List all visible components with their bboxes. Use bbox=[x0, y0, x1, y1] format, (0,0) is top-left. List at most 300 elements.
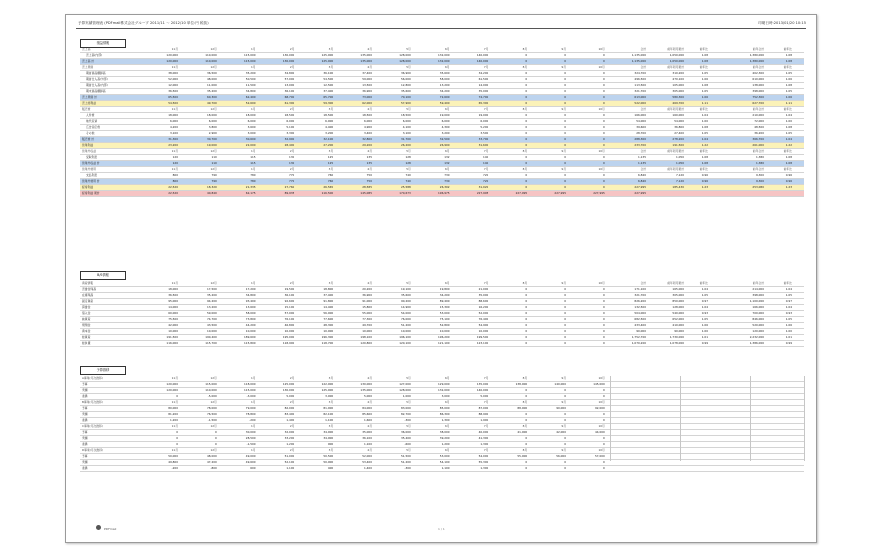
cell-month: 4,200 bbox=[169, 125, 178, 129]
cell-month: 28,500 bbox=[245, 436, 256, 440]
cell-month: 132 bbox=[444, 155, 450, 159]
cell-summary: 1,730,000 bbox=[669, 335, 684, 339]
month-header: 3月 bbox=[328, 376, 334, 380]
cell-month: 40,000 bbox=[478, 430, 489, 434]
cell-summary: 36,200 bbox=[754, 131, 764, 135]
cell-month: 85,600 bbox=[362, 412, 372, 416]
cell-month: 13,200 bbox=[207, 305, 217, 309]
cell-month: 15,300 bbox=[439, 305, 450, 309]
cell-month: 6,000 bbox=[363, 119, 372, 123]
cell-month: 730 bbox=[444, 179, 450, 183]
cell-month: 11,000 bbox=[207, 83, 217, 87]
cell-summary: 227,995 bbox=[634, 185, 646, 189]
cell-month: 130,000 bbox=[282, 388, 295, 392]
cell-month: 0 bbox=[564, 305, 566, 309]
cell-month: 130,000 bbox=[282, 53, 295, 57]
cell-summary: 6,840 bbox=[637, 179, 646, 183]
row-label: 売上総利益 bbox=[82, 101, 96, 105]
cell-month: 227,995 bbox=[515, 191, 528, 195]
cell-month: 0 bbox=[525, 466, 528, 470]
cell-month: 57,000 bbox=[284, 77, 295, 81]
cell-summary: 1,050 bbox=[675, 161, 684, 165]
cell-month: 49,700 bbox=[207, 101, 217, 105]
cell-summary: 1,135,000 bbox=[631, 53, 646, 57]
cell-month: 135,000 bbox=[360, 59, 372, 63]
cell-month: 0 bbox=[564, 287, 566, 291]
cell-month: 58,000 bbox=[439, 77, 450, 81]
cell-month: 120,000 bbox=[166, 53, 178, 57]
cell-month: 0 bbox=[564, 95, 566, 99]
cell-month: 22,000 bbox=[245, 143, 256, 147]
cell-month: 10,000 bbox=[207, 329, 217, 333]
cell-month: 135 bbox=[366, 155, 372, 159]
cell-month: 36,900 bbox=[362, 89, 372, 93]
cell-summary: 1.08 bbox=[701, 83, 708, 87]
summary-header: 前年比 bbox=[699, 149, 708, 153]
cell-summary: 39,600 bbox=[636, 125, 646, 129]
grid-line bbox=[680, 376, 681, 461]
cell-month: 89,935 bbox=[284, 191, 295, 195]
cell-month: 3,100 bbox=[169, 131, 178, 135]
cell-month: 2,900 bbox=[208, 131, 217, 135]
cell-month: 35,600 bbox=[439, 71, 450, 75]
month-header: 1月 bbox=[251, 47, 256, 51]
cell-summary: 1.04 bbox=[701, 305, 708, 309]
cell-month: 0 bbox=[525, 125, 528, 129]
cell-month: 34,800 bbox=[284, 71, 295, 75]
cell-month: 0 bbox=[603, 137, 605, 141]
cell-month: 0 bbox=[603, 323, 605, 327]
cell-summary: 2,232,000 bbox=[749, 335, 764, 339]
cell-month: 0 bbox=[603, 305, 605, 309]
cell-month: 76,100 bbox=[284, 317, 295, 321]
cell-month: 720 bbox=[483, 173, 489, 177]
cell-month: 0 bbox=[603, 394, 605, 398]
cell-summary: 1.11 bbox=[701, 101, 708, 105]
cell-month: 128 bbox=[405, 155, 411, 159]
cell-month: 127,000 bbox=[399, 382, 411, 386]
cell-summary: 402,300 bbox=[752, 71, 764, 75]
cell-month: 13,200 bbox=[439, 83, 450, 87]
cell-month: 0 bbox=[564, 59, 566, 63]
block-title: 営業外収益 bbox=[82, 149, 96, 153]
cell-summary: 1,752,700 bbox=[631, 335, 646, 339]
summary-header: 前年同月累計 bbox=[667, 149, 684, 153]
cell-summary: 9,300 bbox=[755, 173, 764, 177]
cell-month: 28,585 bbox=[362, 185, 372, 189]
cell-month: 32,800 bbox=[362, 137, 372, 141]
cell-summary: 185,430 bbox=[672, 185, 684, 189]
month-header: 12月 bbox=[210, 281, 217, 285]
cell-month: 84,000 bbox=[362, 406, 372, 410]
cell-summary: 191,500 bbox=[672, 143, 684, 147]
cell-summary: 366,700 bbox=[752, 137, 764, 141]
cell-month: 140,000 bbox=[476, 388, 489, 392]
cell-month: 61,300 bbox=[284, 101, 295, 105]
cell-summary: 54,000 bbox=[636, 119, 646, 123]
month-header: 9月 bbox=[561, 281, 566, 285]
cell-month: 36,100 bbox=[362, 436, 372, 440]
cell-month: 4,300 bbox=[441, 125, 450, 129]
month-header: 4月 bbox=[367, 376, 372, 380]
month-header: 6月 bbox=[445, 47, 450, 51]
cell-month: 25,588 bbox=[401, 185, 411, 189]
cell-month: 36,500 bbox=[168, 89, 178, 93]
cell-month: 0 bbox=[525, 53, 528, 57]
cell-month: 33,200 bbox=[284, 436, 295, 440]
cell-summary: 850,000 bbox=[672, 299, 684, 303]
cell-month: 128,000 bbox=[399, 59, 411, 63]
cell-month: 1,000 bbox=[402, 394, 411, 398]
month-header: 8月 bbox=[522, 167, 528, 171]
cell-month: 6,000 bbox=[480, 119, 489, 123]
cell-month: 12,500 bbox=[323, 83, 334, 87]
month-header: 7月 bbox=[483, 424, 489, 428]
cell-month: 42,000 bbox=[168, 323, 178, 327]
summary-header: 前年比 bbox=[783, 65, 792, 69]
cell-month: 0 bbox=[215, 442, 217, 446]
cell-month: 35,600 bbox=[401, 293, 411, 297]
cell-month: -1,500 bbox=[207, 418, 217, 422]
cell-month: 0 bbox=[564, 119, 566, 123]
cell-month: 132,000 bbox=[438, 59, 450, 63]
summary-header: 合計 bbox=[640, 107, 646, 111]
row-label: 経常利益 累計 bbox=[82, 191, 100, 195]
cell-month: 3,400 bbox=[363, 131, 372, 135]
cell-month: 0 bbox=[564, 466, 566, 470]
cell-month: 3,100 bbox=[402, 131, 411, 135]
row-label: 売上高 計 bbox=[82, 59, 95, 63]
month-header: 9月 bbox=[561, 376, 566, 380]
cell-month: 52,000 bbox=[168, 77, 178, 81]
cell-summary: 1.23 bbox=[701, 185, 708, 189]
cell-month: 0 bbox=[564, 53, 566, 57]
cell-month: 0 bbox=[603, 335, 605, 339]
cell-summary: 321,700 bbox=[634, 89, 646, 93]
cell-summary: 1.05 bbox=[785, 89, 792, 93]
row-label: 地代家賃 bbox=[86, 119, 98, 123]
month-header: 10月 bbox=[598, 65, 605, 69]
cell-summary: 305,000 bbox=[672, 293, 684, 297]
month-header: 12月 bbox=[210, 149, 217, 153]
cell-month: 135,000 bbox=[360, 53, 372, 57]
cell-summary: 72,000 bbox=[754, 119, 764, 123]
cell-month: 780 bbox=[250, 173, 256, 177]
cell-month: 118,900 bbox=[282, 341, 295, 345]
cell-month: 49,000 bbox=[245, 454, 256, 458]
cell-summary: 160,000 bbox=[672, 113, 684, 117]
summary-header: 前年同月累計 bbox=[667, 107, 684, 111]
cell-month: 28,400 bbox=[284, 143, 295, 147]
cell-month: 52,800 bbox=[439, 323, 450, 327]
month-header: 7月 bbox=[483, 149, 489, 153]
cell-month: 145,085 bbox=[360, 191, 372, 195]
cell-month: 120,100 bbox=[399, 341, 411, 345]
cell-month: 125,000 bbox=[321, 388, 334, 392]
cell-month: 0 bbox=[525, 412, 528, 416]
cell-month: 0 bbox=[525, 335, 528, 339]
cell-summary: 1,380 bbox=[755, 161, 764, 165]
cell-month: 0 bbox=[525, 161, 528, 165]
month-header: 8月 bbox=[522, 400, 528, 404]
summary-header: 前年比 bbox=[699, 47, 708, 51]
cell-month: 116,500 bbox=[321, 191, 334, 195]
cell-month: 65,500 bbox=[168, 95, 178, 99]
month-header: 11月 bbox=[171, 149, 178, 153]
cell-month: 32,900 bbox=[284, 137, 295, 141]
cell-summary: 752,300 bbox=[752, 95, 764, 99]
cell-month: 0 bbox=[564, 341, 566, 345]
cell-month: 115 bbox=[250, 161, 256, 165]
month-header: 4月 bbox=[367, 167, 372, 171]
cell-month: 13,600 bbox=[245, 305, 256, 309]
cell-summary: 520,000 bbox=[752, 323, 764, 327]
cell-summary: 1.08 bbox=[785, 125, 792, 129]
cell-month: 0 bbox=[564, 299, 566, 303]
block-title: 営業外費用 bbox=[82, 167, 96, 171]
cell-month: 34,800 bbox=[245, 89, 256, 93]
cell-month: 4,100 bbox=[402, 125, 411, 129]
cell-month: 740 bbox=[405, 179, 411, 183]
month-header: 5月 bbox=[406, 448, 411, 452]
summary-header: 前年比 bbox=[699, 167, 708, 171]
cell-month: 78,800 bbox=[245, 412, 256, 416]
cell-summary: 1.06 bbox=[785, 323, 792, 327]
cell-month: 73,000 bbox=[362, 95, 372, 99]
cell-month: 3,000 bbox=[441, 394, 450, 398]
cell-month: 22,520 bbox=[168, 191, 178, 195]
month-header: 12月 bbox=[210, 448, 217, 452]
cell-month: 0 bbox=[603, 77, 605, 81]
row-label: その他 bbox=[86, 131, 95, 135]
month-header: 6月 bbox=[445, 149, 450, 153]
cell-month: 54,500 bbox=[323, 77, 334, 81]
summary-header: 前年比 bbox=[699, 281, 708, 285]
row-label: 期末商品棚卸高 bbox=[86, 89, 106, 93]
summary-header: 前年比 bbox=[699, 65, 708, 69]
cell-month: 59,000 bbox=[362, 77, 372, 81]
cell-summary: 54,000 bbox=[674, 119, 684, 123]
month-header: 2月 bbox=[289, 400, 295, 404]
cell-month: 0 bbox=[564, 155, 566, 159]
cell-summary: 261,000 bbox=[752, 143, 764, 147]
month-header: 6月 bbox=[445, 167, 450, 171]
cell-month: 750 bbox=[366, 173, 372, 177]
cell-month: 21,000 bbox=[478, 287, 489, 291]
cell-month: 27,760 bbox=[284, 185, 295, 189]
month-header: 2月 bbox=[289, 281, 295, 285]
page-number: 1 / 1 bbox=[438, 527, 445, 531]
cell-summary: 1.22 bbox=[785, 143, 792, 147]
cell-month: 1,300 bbox=[480, 466, 489, 470]
section-bs: B/S情報 bbox=[80, 271, 126, 280]
row-label: 売上高(内部) bbox=[86, 53, 103, 57]
cell-month: 760 bbox=[327, 173, 334, 177]
cell-month: 140,000 bbox=[476, 59, 489, 63]
cell-month: 0 bbox=[603, 95, 605, 99]
cell-month: 50,900 bbox=[323, 460, 334, 464]
cell-month: 15,800 bbox=[362, 305, 372, 309]
cell-month: 0 bbox=[525, 418, 528, 422]
cell-month: 19,500 bbox=[284, 287, 295, 291]
cell-month: 0 bbox=[525, 311, 528, 315]
cell-month: 55,300 bbox=[478, 460, 489, 464]
cell-month: 0 bbox=[603, 83, 605, 87]
print-date: 印刷日時:2013/01/20 10:15 bbox=[758, 21, 806, 25]
row-label: 実績 bbox=[82, 412, 88, 416]
cell-summary: 0.96 bbox=[701, 173, 708, 177]
month-header: 3月 bbox=[328, 65, 334, 69]
month-header: 5月 bbox=[406, 47, 411, 51]
summary-header: 合計 bbox=[640, 65, 646, 69]
cell-month: 120,000 bbox=[166, 388, 178, 392]
cell-month: 0 bbox=[176, 394, 178, 398]
cell-month: 19,100 bbox=[401, 287, 411, 291]
cell-summary: 1.08 bbox=[701, 59, 708, 63]
cell-month: 110 bbox=[211, 161, 217, 165]
cell-month: 37,400 bbox=[323, 89, 334, 93]
cell-summary: 28,700 bbox=[636, 131, 646, 135]
cell-month: 60,000 bbox=[168, 311, 178, 315]
row-label: 営業外費用 計 bbox=[82, 179, 100, 183]
cell-month: 52,600 bbox=[245, 101, 256, 105]
cell-summary: 6,840 bbox=[637, 173, 646, 177]
cell-month: 30,600 bbox=[245, 137, 256, 141]
cell-month: 0 bbox=[525, 143, 528, 147]
cell-month: 55,000 bbox=[362, 311, 372, 315]
cell-month: 132,000 bbox=[438, 53, 450, 57]
cell-month: 115,800 bbox=[244, 341, 256, 345]
cell-month: 0 bbox=[564, 329, 566, 333]
cell-month: 0 bbox=[525, 83, 528, 87]
cell-month: 0 bbox=[564, 71, 566, 75]
month-header: 8月 bbox=[522, 448, 528, 452]
cell-month: 52,100 bbox=[284, 460, 295, 464]
cell-month: 0 bbox=[603, 185, 605, 189]
cell-month: 47,200 bbox=[207, 460, 217, 464]
cell-month: 0 bbox=[525, 388, 528, 392]
cell-summary: 1.23 bbox=[785, 185, 792, 189]
cell-summary: 1.01 bbox=[701, 335, 708, 339]
summary-header: 前年同月累計 bbox=[667, 47, 684, 51]
cell-month: -3,000 bbox=[246, 394, 256, 398]
cell-month: 0 bbox=[603, 173, 605, 177]
cell-summary: 233,700 bbox=[634, 143, 646, 147]
cell-summary: 105,000 bbox=[672, 83, 684, 87]
cell-month: 6,000 bbox=[247, 119, 256, 123]
cell-summary: 682,500 bbox=[634, 317, 646, 321]
cell-month: 0 bbox=[564, 317, 566, 321]
cell-summary: 1.06 bbox=[785, 77, 792, 81]
cell-month: 0 bbox=[603, 341, 605, 345]
cell-month: 0 bbox=[525, 173, 528, 177]
month-header: 2月 bbox=[289, 167, 295, 171]
cell-month: 135 bbox=[366, 161, 372, 165]
month-header: 6月 bbox=[445, 65, 450, 69]
cell-summary: 1.05 bbox=[701, 293, 708, 297]
cell-month: 196,100 bbox=[399, 335, 411, 339]
cell-summary: 1,380 bbox=[755, 155, 764, 159]
cell-month: 227,995 bbox=[593, 191, 605, 195]
cell-month: 41,000 bbox=[517, 430, 528, 434]
month-header: 5月 bbox=[406, 376, 411, 380]
cell-summary: 227,995 bbox=[634, 191, 646, 195]
cell-month: 18,500 bbox=[362, 113, 372, 117]
cell-summary: 1.08 bbox=[785, 155, 792, 159]
month-header: 9月 bbox=[561, 167, 566, 171]
month-header: 1月 bbox=[251, 107, 256, 111]
cell-month: 0 bbox=[564, 323, 566, 327]
cell-month: 51,000 bbox=[284, 454, 295, 458]
cell-month: 60,300 bbox=[207, 95, 217, 99]
cell-month: 730 bbox=[444, 173, 450, 177]
cell-summary: 846,000 bbox=[752, 317, 764, 321]
cell-month: 3,500 bbox=[480, 131, 489, 135]
cell-month: 800 bbox=[172, 173, 178, 177]
row-label: 実績 bbox=[82, 460, 88, 464]
cell-month: 57,900 bbox=[401, 101, 411, 105]
cell-month: 52,000 bbox=[478, 311, 489, 315]
cell-month: 35,200 bbox=[207, 89, 217, 93]
month-header: 9月 bbox=[561, 47, 566, 51]
cell-month: 53,000 bbox=[439, 311, 450, 315]
cell-month: 135,000 bbox=[476, 382, 489, 386]
cell-month: 0 bbox=[603, 89, 605, 93]
cell-month: 0 bbox=[525, 185, 528, 189]
cell-month: 54,000 bbox=[401, 311, 411, 315]
cell-summary: 1.00 bbox=[701, 119, 708, 123]
month-header: 1月 bbox=[251, 65, 256, 69]
cell-summary: 321,700 bbox=[634, 293, 646, 297]
row-label: 予算 bbox=[82, 406, 88, 410]
cell-month: 18,500 bbox=[284, 113, 295, 117]
cell-month: 0 bbox=[603, 125, 605, 129]
cell-month: 18,800 bbox=[323, 287, 334, 291]
cell-month: 0 bbox=[564, 335, 566, 339]
month-header: 9月 bbox=[561, 448, 566, 452]
cell-month: 1,100 bbox=[286, 466, 295, 470]
cell-summary: 1,100,000 bbox=[749, 299, 764, 303]
row-label: 予算 bbox=[82, 454, 88, 458]
row-label: 経常利益 bbox=[82, 185, 94, 189]
month-header: 5月 bbox=[406, 424, 411, 428]
cell-month: 600 bbox=[250, 466, 256, 470]
cell-month: 76,000 bbox=[401, 317, 411, 321]
cell-month: 34,800 bbox=[245, 293, 256, 297]
cell-month: 0 bbox=[525, 329, 528, 333]
cell-month: 116,000 bbox=[166, 341, 178, 345]
cell-month: 34,200 bbox=[478, 71, 489, 75]
month-header: 9月 bbox=[561, 65, 566, 69]
cell-month: 82,700 bbox=[401, 412, 411, 416]
month-header: 1月 bbox=[251, 400, 256, 404]
month-header: 1月 bbox=[251, 281, 256, 285]
table-row bbox=[80, 466, 804, 472]
cell-summary: 210,000 bbox=[752, 113, 764, 117]
summary-header: 前年同月累計 bbox=[667, 167, 684, 171]
cell-month: 0 bbox=[564, 83, 566, 87]
cell-month: 0 bbox=[525, 460, 528, 464]
cell-month: 82,000 bbox=[284, 406, 295, 410]
cell-summary: 1,078,000 bbox=[669, 341, 684, 345]
cell-month: 0 bbox=[603, 299, 605, 303]
cell-month: 110,000 bbox=[205, 388, 217, 392]
cell-month: 0 bbox=[603, 113, 605, 117]
cell-month: 0 bbox=[525, 305, 528, 309]
cell-month: 120 bbox=[172, 155, 178, 159]
cell-month: 34,900 bbox=[323, 436, 334, 440]
cell-month: 130 bbox=[289, 155, 295, 159]
